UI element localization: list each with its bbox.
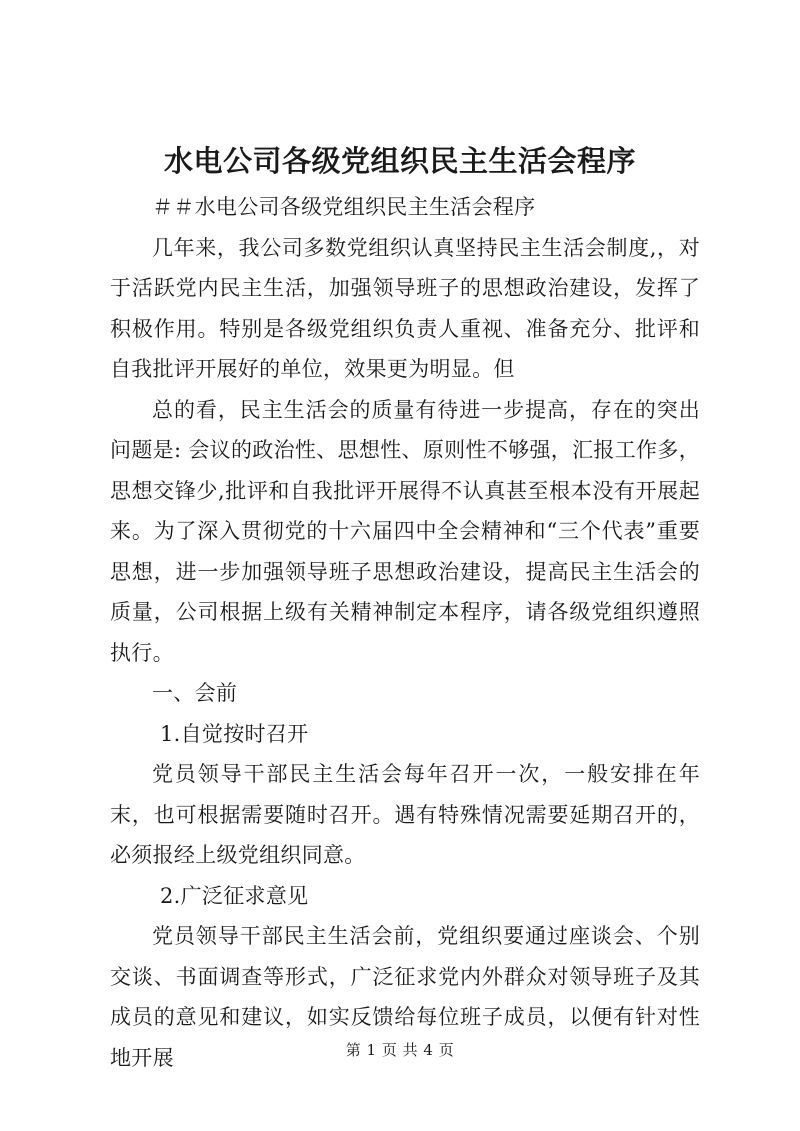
solicit-opinions-paragraph: 党员领导干部民主生活会前，党组织要通过座谈会、个别交谈、书面调查等形式，广泛征求党内外群众对领导班子及其成员的意见和建议，如实反馈给每位班子成员，以便有针对性地开展 bbox=[110, 924, 700, 1070]
problem-paragraph: 总的看，民主生活会的质量有待进一步提高，存在的突出问题是: 会议的政治性、思想性、原则性不够强，汇报工作多，思想交锋少,批评和自我批评开展得不认真甚至根本没有开展起来。为了深入贯彻党的十六届四中全会精神和“三个代表”重要思想，进一步加强领导班子思想政治建设，提高民主生活会的质量，公司根据上级有关精神制定本程序，请各级党组织遵照执行。 bbox=[110, 397, 700, 665]
page-footer: 第 1 页 共 4 页 bbox=[345, 1041, 455, 1059]
subheading-on-time: 1.自觉按时召开 bbox=[160, 721, 309, 746]
subheading-solicit-opinions: 2.广泛征求意见 bbox=[160, 883, 309, 908]
section-heading-before-meeting: 一、会前 bbox=[152, 681, 238, 705]
on-time-paragraph: 党员领导干部民主生活会每年召开一次，一般安排在年末，也可根据需要随时召开。遇有特殊情况需要延期召开的，必须报经上级党组织同意。 bbox=[110, 762, 700, 867]
subtitle-paragraph: ＃＃水电公司各级党组织民主生活会程序 bbox=[152, 195, 536, 219]
intro-paragraph: 几年来，我公司多数党组织认真坚持民主生活会制度,，对于活跃党内民主生活，加强领导班子的思想政治建设，发挥了积极作用。特别是各级党组织负责人重视、准备充分、批评和自我批评开展好的单位，效果更为明显。但 bbox=[110, 235, 700, 381]
document-title: 水电公司各级党组织民主生活会程序 bbox=[163, 144, 636, 178]
document-body bbox=[110, 187, 700, 1078]
